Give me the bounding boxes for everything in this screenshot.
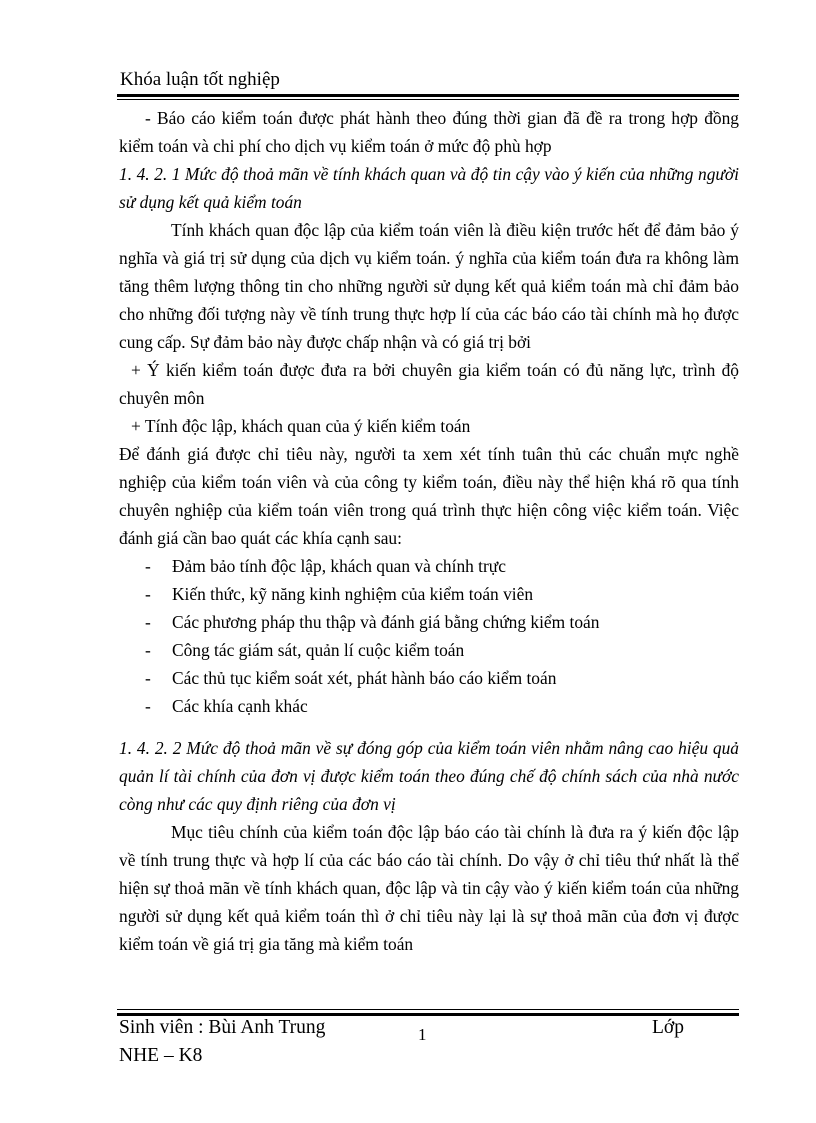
list-item: - Các phương pháp thu thập và đánh giá bằng chứng kiểm toán (119, 608, 739, 636)
criteria-list (119, 552, 739, 720)
footer-class-code: NHE – K8 (119, 1045, 203, 1066)
header-rule-thin (117, 99, 739, 100)
bullet-mark: - (145, 584, 151, 604)
section-heading-1-4-2-2: 1. 4. 2. 2 Mức độ thoả mãn về sự đóng góp của kiểm toán viên nhằm nâng cao hiệu quả quản lí tài chính của đơn vị được kiểm toán theo đúng chế độ chính sách của nhà nước còng như các quy định riêng của đơn vị (119, 738, 739, 814)
spacer (119, 720, 739, 734)
footer-class-label: Lớp (652, 1017, 684, 1038)
paragraph-report-timing: - Báo cáo kiểm toán được phát hành theo đúng thời gian đã đề ra trong hợp đồng kiểm toán và chi phí cho dịch vụ kiểm toán ở mức độ phù hợp (119, 108, 739, 156)
header-rule-thick (117, 94, 739, 97)
footer-student (119, 1014, 325, 1070)
bullet-mark: - (145, 556, 151, 576)
header-title: Khóa luận tốt nghiệp (120, 69, 280, 90)
paragraph-plus-expertise: + Ý kiến kiểm toán được đưa ra bởi chuyên gia kiểm toán có đủ năng lực, trình độ chuyên môn (119, 360, 739, 408)
paragraph-plus-independence: + Tính độc lập, khách quan của ý kiến kiểm toán (131, 416, 471, 436)
paragraph-evaluation: Để đánh giá được chỉ tiêu này, người ta xem xét tính tuân thủ các chuẩn mực nghề nghiệp của kiểm toán viên và của công ty kiểm toán, điều này thể hiện khá rõ qua tính chuyên nghiệp của kiểm toán viên trong quá trình thực hiện công việc kiểm toán. Việc đánh giá cần bao quát các khía cạnh sau: (119, 444, 739, 548)
bullet-mark: - (145, 640, 151, 660)
bullet-mark: - (145, 696, 151, 716)
paragraph-objectivity: Tính khách quan độc lập của kiểm toán viên là điều kiện trước hết để đảm bảo ý nghĩa và giá trị sử dụng của dịch vụ kiểm toán. ý nghĩa của kiểm toán đưa ra không làm tăng thêm lượng thông tin cho những người sử dụng kết quả kiểm toán mà chỉ đảm bảo cho những đối tượng này về tính trung thực hợp lí của các báo cáo tài chính mà họ được cung cấp. Sự đảm bảo này được chấp nhận và có giá trị bởi (119, 220, 739, 352)
list-item: - Công tác giám sát, quản lí cuộc kiểm toán (119, 636, 739, 664)
document-body (119, 104, 739, 958)
bullet-mark: - (145, 612, 151, 632)
paragraph-main-objective: Mục tiêu chính của kiểm toán độc lập báo cáo tài chính là đưa ra ý kiến độc lập về tính trung thực và hợp lí của các báo cáo tài chính. Do vậy ở chỉ tiêu thứ nhất là thể hiện sự thoả mãn về tính khách quan, độc lập và tin cậy vào ý kiến kiểm toán của những người sử dụng kết quả kiểm toán thì ở chỉ tiêu này lại là sự thoả mãn của đơn vị được kiểm toán về giá trị gia tăng mà kiểm toán (119, 822, 739, 954)
list-item: - Các thủ tục kiểm soát xét, phát hành báo cáo kiểm toán (119, 664, 739, 692)
list-item: - Các khía cạnh khác (119, 692, 739, 720)
list-item: - Đảm bảo tính độc lập, khách quan và chính trực (119, 552, 739, 580)
page-number: 1 (418, 1025, 427, 1044)
section-heading-1-4-2-1: 1. 4. 2. 1 Mức độ thoả mãn về tính khách quan và độ tin cậy vào ý kiến của những người sử dụng kết quả kiểm toán (119, 164, 739, 212)
bullet-mark: - (145, 668, 151, 688)
footer-rule-thin (117, 1009, 739, 1010)
list-item: - Kiến thức, kỹ năng kinh nghiệm của kiểm toán viên (119, 580, 739, 608)
footer-student-label: Sinh viên : Bùi Anh Trung (119, 1017, 326, 1038)
